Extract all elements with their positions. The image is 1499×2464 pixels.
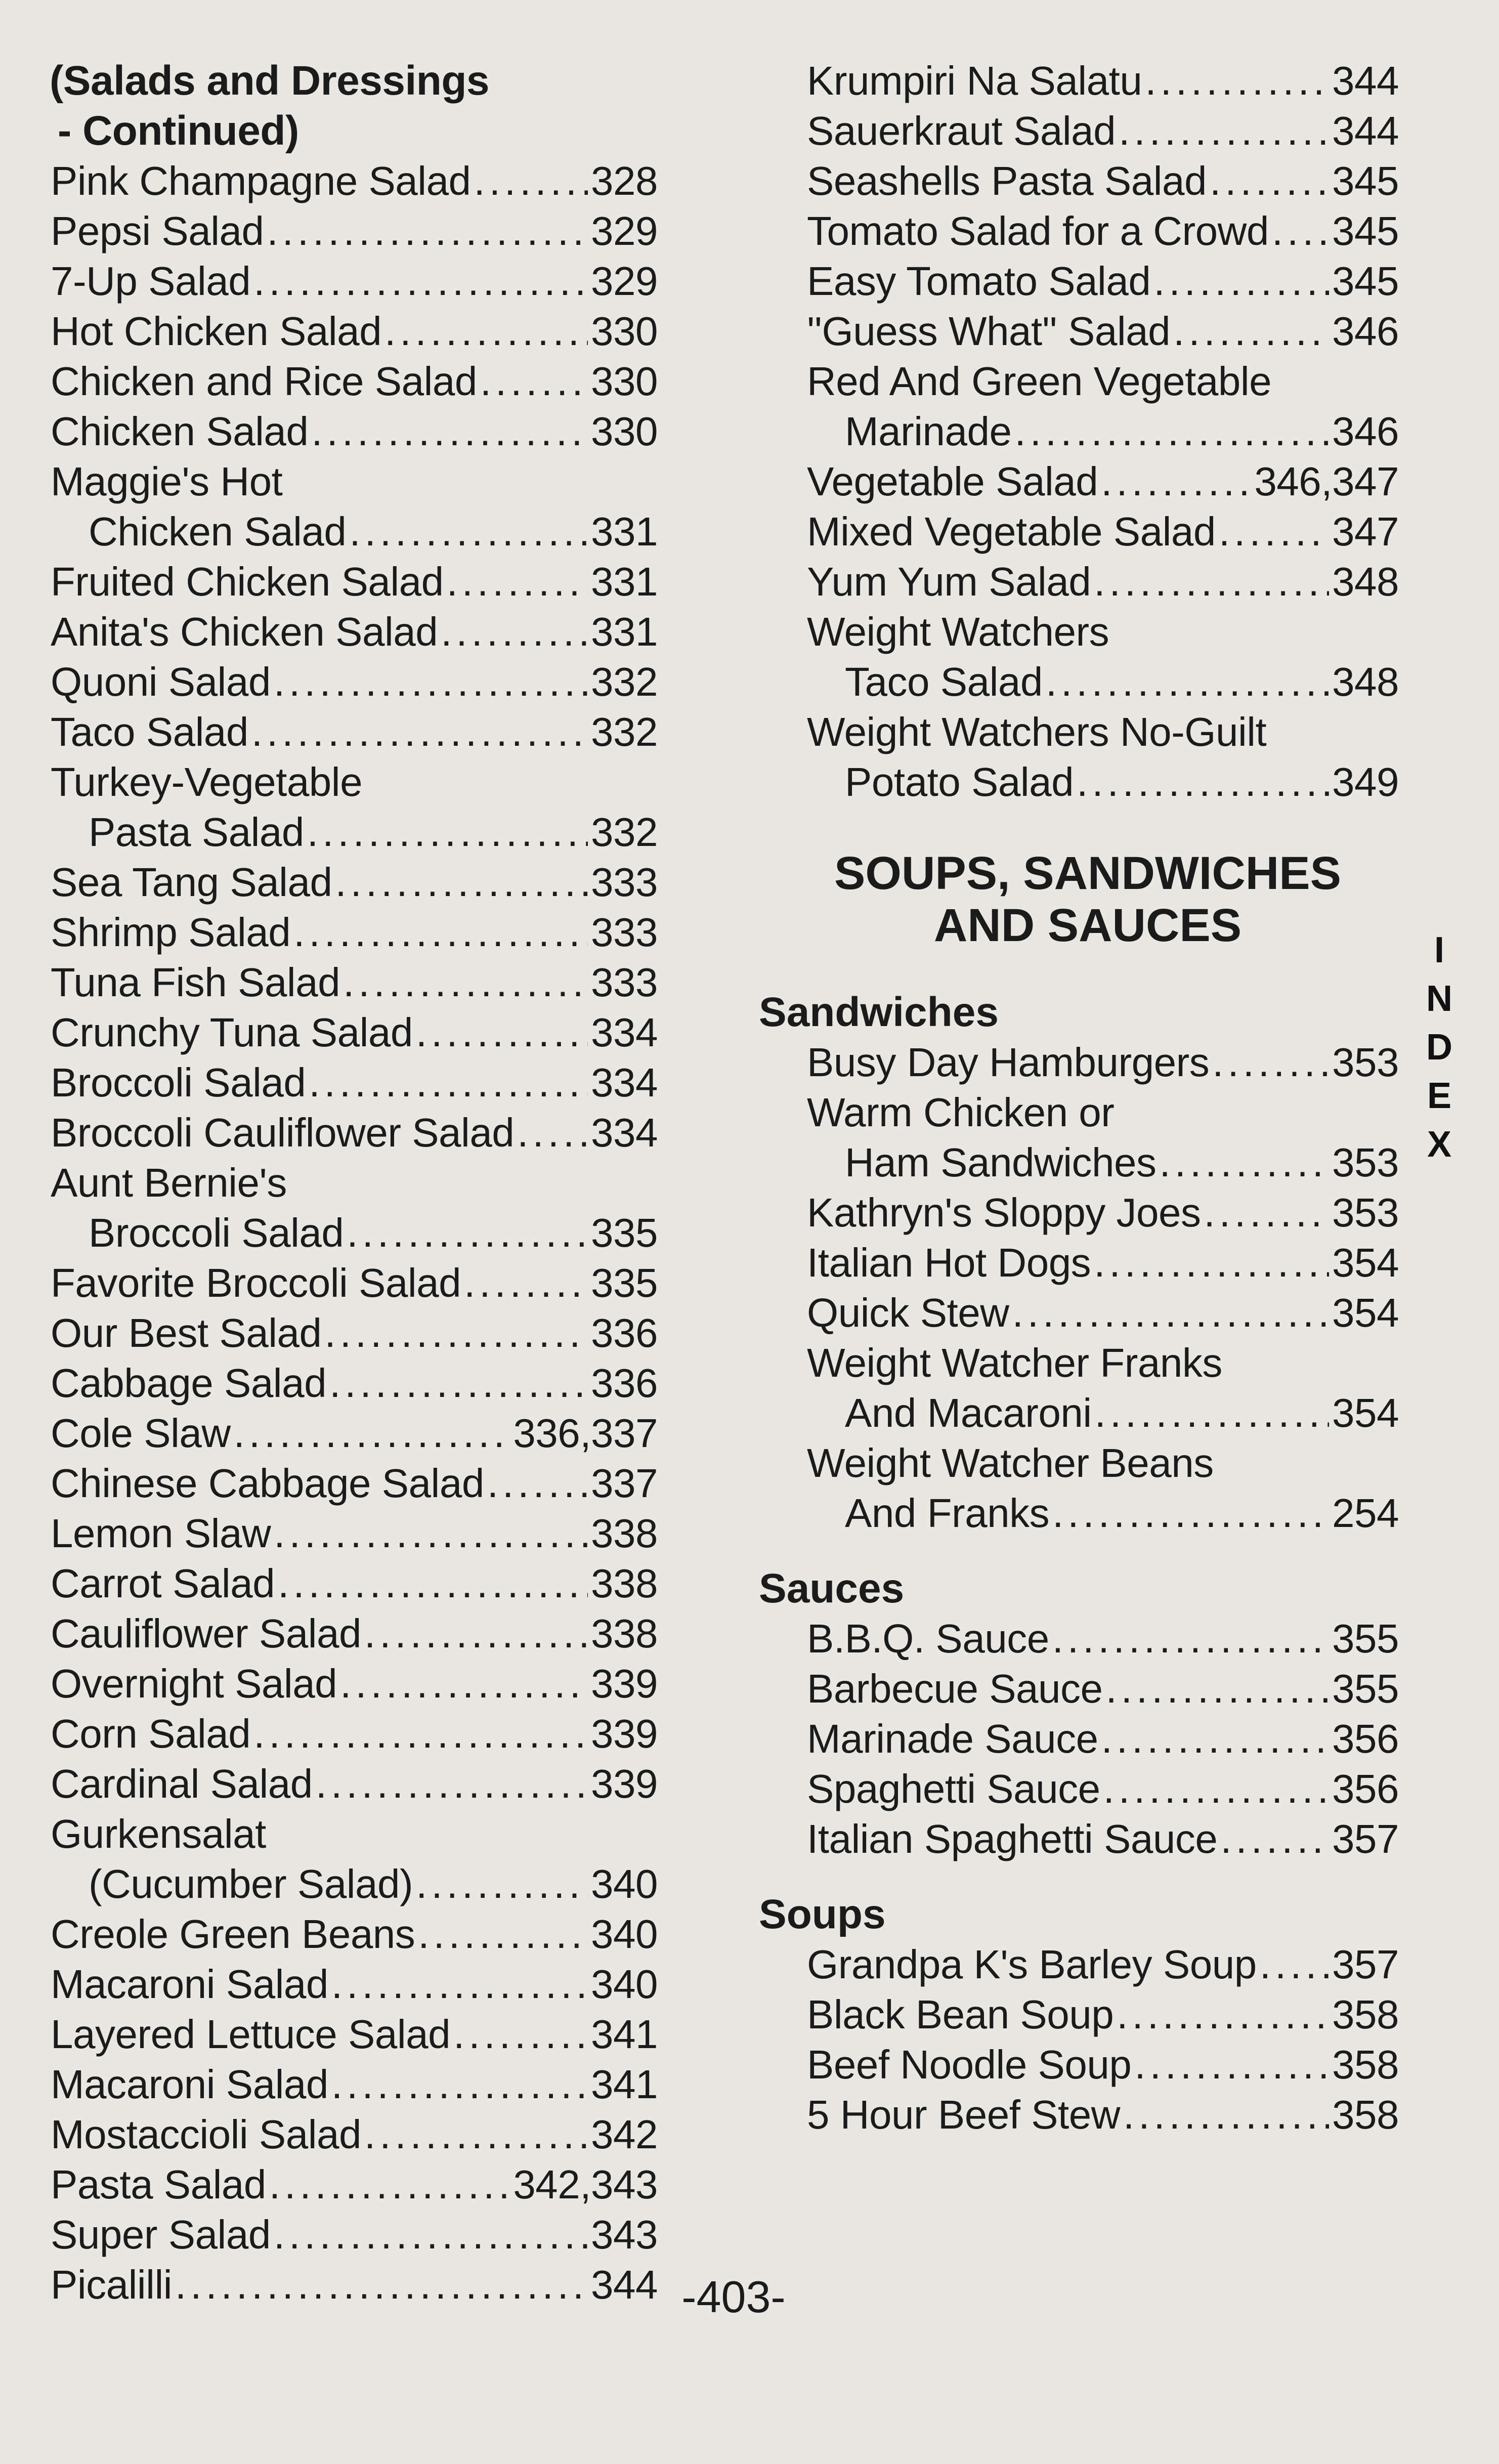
- index-entry: Carrot Salad ..... 338: [51, 1558, 658, 1608]
- index-entry: Beef Noodle Soup ..... 358: [807, 2040, 1399, 2090]
- index-entry: And Macaroni ..... 354: [807, 1388, 1399, 1438]
- index-entry: Ham Sandwiches ..... 353: [807, 1137, 1399, 1187]
- left-column: [51, 56, 658, 2310]
- index-entry: Crunchy Tuna Salad ..... 334: [51, 1007, 658, 1057]
- index-entry: B.B.Q. Sauce ..... 355: [807, 1613, 1399, 1664]
- index-entry: Lemon Slaw ..... 338: [51, 1508, 658, 1558]
- index-entry: Creole Green Beans ..... 340: [51, 1909, 658, 1959]
- index-entry: Corn Salad ..... 339: [51, 1709, 658, 1759]
- index-entry: Broccoli Cauliflower Salad ..... 334: [51, 1108, 658, 1158]
- index-entry: Overnight Salad ..... 339: [51, 1659, 658, 1709]
- index-entry: Weight Watcher Franks: [807, 1340, 1222, 1385]
- index-entry: Tomato Salad for a Crowd ..... 345: [807, 206, 1399, 256]
- index-entry: Cole Slaw ..... 336,337: [51, 1408, 658, 1458]
- index-entry: Gurkensalat: [51, 1811, 266, 1856]
- index-entry: Pepsi Salad ..... 329: [51, 206, 658, 256]
- index-tab-letter: I: [1434, 930, 1444, 970]
- index-entry: And Franks ..... 254: [807, 1488, 1399, 1538]
- index-tab-letter: X: [1427, 1124, 1452, 1165]
- index-entry: Cauliflower Salad ..... 338: [51, 1608, 658, 1659]
- index-entry: Warm Chicken or: [807, 1090, 1115, 1135]
- index-entry: Turkey-Vegetable: [51, 759, 363, 804]
- index-entry: Black Bean Soup ..... 358: [807, 1989, 1399, 2040]
- index-entry: Marinade Sauce ..... 356: [807, 1714, 1399, 1764]
- index-entry: Super Salad ..... 343: [51, 2210, 658, 2260]
- index-entry: Hot Chicken Salad ..... 330: [51, 306, 658, 356]
- index-entry: Barbecue Sauce ..... 355: [807, 1664, 1399, 1714]
- index-entry: ''Guess What'' Salad ..... 346: [807, 306, 1399, 356]
- index-entry: (Cucumber Salad) ..... 340: [51, 1859, 658, 1909]
- index-entry: Taco Salad ..... 332: [51, 707, 658, 757]
- index-entry: Busy Day Hamburgers ..... 353: [807, 1037, 1399, 1087]
- sauces-heading: Sauces: [759, 1565, 905, 1611]
- index-entry: Red And Green Vegetable: [807, 359, 1272, 404]
- right-column: [759, 56, 1399, 2140]
- index-entry: Aunt Bernie's: [51, 1160, 287, 1205]
- index-entry: Cardinal Salad ..... 339: [51, 1759, 658, 1809]
- index-entry: 7-Up Salad ..... 329: [51, 256, 658, 306]
- index-entry: Weight Watchers No-Guilt: [807, 709, 1267, 754]
- index-entry: Pink Champagne Salad ..... 328: [51, 156, 658, 206]
- section-title-line1: SOUPS, SANDWICHES: [834, 847, 1341, 899]
- sandwiches-heading: Sandwiches: [759, 989, 999, 1035]
- index-entry: Quoni Salad ..... 332: [51, 657, 658, 707]
- index-entry: Our Best Salad ..... 336: [51, 1308, 658, 1358]
- index-entry: Italian Hot Dogs ..... 354: [807, 1238, 1399, 1288]
- page-number: -403-: [681, 2272, 786, 2322]
- index-entry: Pasta Salad ..... 342,343: [51, 2159, 658, 2210]
- index-entry: Chicken Salad ..... 331: [51, 506, 658, 557]
- index-entry: Krumpiri Na Salatu ..... 344: [807, 56, 1399, 106]
- index-entry: Maggie's Hot: [51, 459, 283, 504]
- index-entry: Pasta Salad ..... 332: [51, 807, 658, 857]
- index-entry: Sauerkraut Salad ..... 344: [807, 106, 1399, 156]
- index-entry: Quick Stew ..... 354: [807, 1288, 1399, 1338]
- index-entry: Vegetable Salad ..... 346,347: [807, 456, 1399, 506]
- index-entry: Italian Spaghetti Sauce ..... 357: [807, 1814, 1399, 1864]
- index-entry: Chicken Salad ..... 330: [51, 406, 658, 456]
- index-tab-letter: E: [1427, 1076, 1452, 1116]
- index-entry: Marinade ..... 346: [807, 406, 1399, 456]
- index-entry: Anita's Chicken Salad ..... 331: [51, 607, 658, 657]
- index-entry: Yum Yum Salad ..... 348: [807, 557, 1399, 607]
- index-tab-letter: D: [1426, 1027, 1452, 1068]
- index-entry: Macaroni Salad ..... 341: [51, 2059, 658, 2109]
- index-entry: Broccoli Salad ..... 335: [51, 1208, 658, 1258]
- section-title-line2: AND SAUCES: [933, 900, 1242, 951]
- index-entry: Taco Salad ..... 348: [807, 657, 1399, 707]
- index-entry: Weight Watchers: [807, 609, 1109, 654]
- index-entry: Spaghetti Sauce ..... 356: [807, 1764, 1399, 1814]
- index-entry: Shrimp Salad ..... 333: [51, 907, 658, 957]
- section-heading-line1: (Salads and Dressings: [50, 58, 490, 104]
- index-side-tab: [1422, 926, 1457, 1169]
- index-entry: Grandpa K's Barley Soup ..... 357: [807, 1939, 1399, 1989]
- index-entry: Mostaccioli Salad ..... 342: [51, 2109, 658, 2159]
- index-entry: Cabbage Salad ..... 336: [51, 1358, 658, 1408]
- index-entry: Seashells Pasta Salad ..... 345: [807, 156, 1399, 206]
- index-entry: Favorite Broccoli Salad ..... 335: [51, 1258, 658, 1308]
- index-entry: Macaroni Salad ..... 340: [51, 1959, 658, 2009]
- index-entry: Potato Salad ..... 349: [807, 757, 1399, 807]
- index-tab-letter: N: [1426, 979, 1452, 1019]
- section-heading-line2: - Continued): [58, 108, 299, 154]
- index-entry: Weight Watcher Beans: [807, 1440, 1214, 1485]
- index-entry: Mixed Vegetable Salad ..... 347: [807, 506, 1399, 557]
- index-entry: Tuna Fish Salad ..... 333: [51, 957, 658, 1007]
- index-entry: Broccoli Salad ..... 334: [51, 1057, 658, 1108]
- index-entry: Sea Tang Salad ..... 333: [51, 857, 658, 907]
- index-entry: Chinese Cabbage Salad ..... 337: [51, 1458, 658, 1508]
- index-entry: Fruited Chicken Salad ..... 331: [51, 557, 658, 607]
- soups-heading: Soups: [759, 1891, 886, 1937]
- index-entry: Easy Tomato Salad ..... 345: [807, 256, 1399, 306]
- index-entry: Layered Lettuce Salad ..... 341: [51, 2009, 658, 2059]
- index-entry: Picalilli ..... 344: [51, 2260, 658, 2310]
- index-entry: Chicken and Rice Salad ..... 330: [51, 356, 658, 406]
- index-entry: 5 Hour Beef Stew ..... 358: [807, 2090, 1399, 2140]
- index-entry: Kathryn's Sloppy Joes ..... 353: [807, 1187, 1399, 1238]
